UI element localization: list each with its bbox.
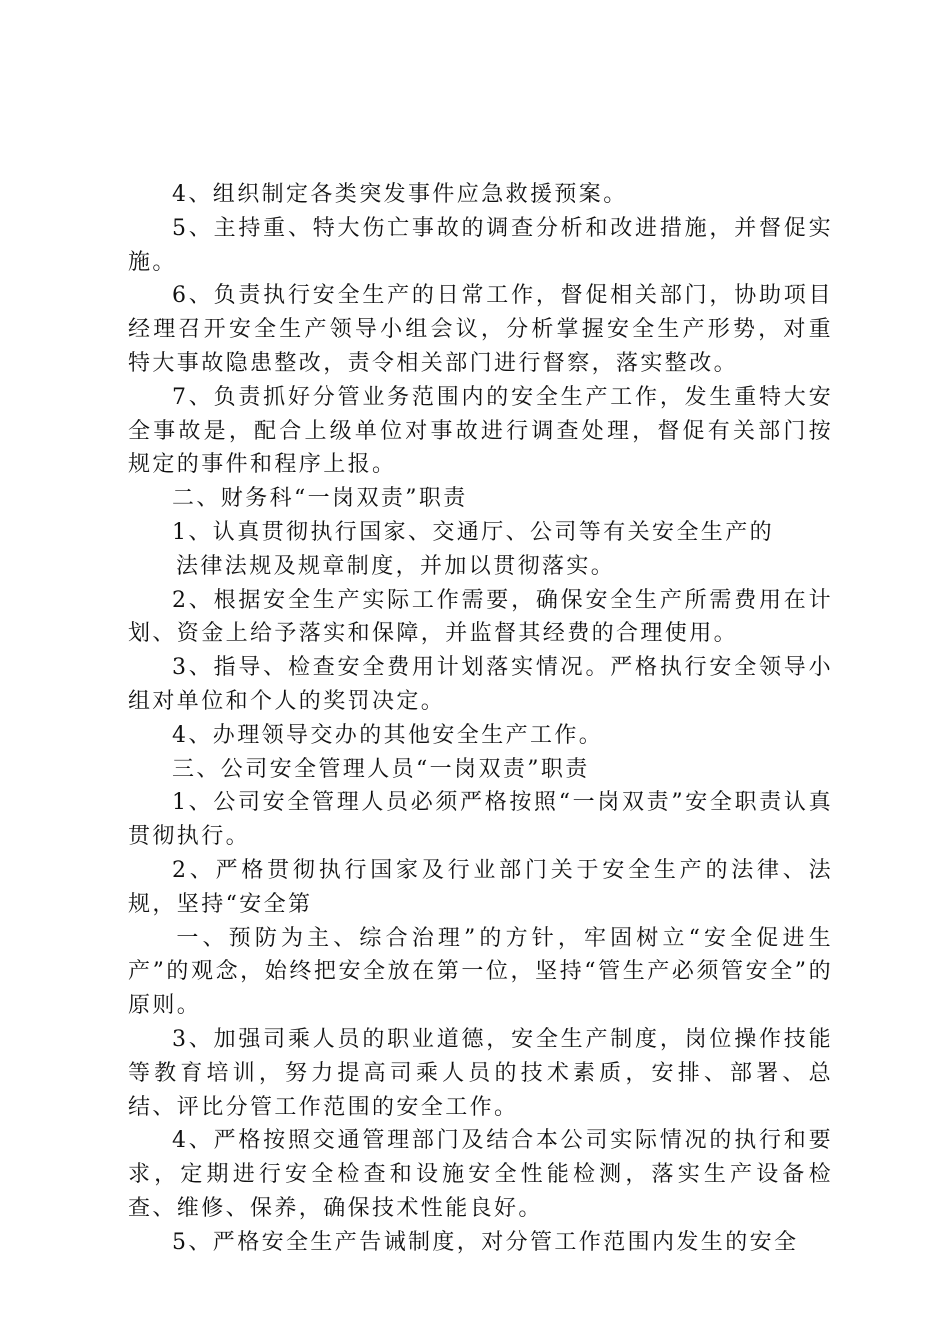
- paragraph-item-5-accident-investigation: 5、主持重、特大伤亡事故的调查分析和改进措施，并督促实施。: [128, 215, 833, 275]
- section-heading-safety-managers: 三、公司安全管理人员“一岗双责”职责: [172, 756, 590, 782]
- paragraph-safety-item-2: 2、严格贯彻执行国家及行业部门关于安全生产的法律、法规，坚持“安全第: [128, 857, 833, 917]
- paragraph-safety-item-3: 3、加强司乘人员的职业道德，安全生产制度，岗位操作技能等教育培训，努力提高司乘人员的技术素质，安排、部署、总结、评比分管工作范围的安全工作。: [128, 1026, 833, 1120]
- paragraph-safety-item-2-continued: 一、预防为主、综合治理”的方针，牢固树立“安全促进生产”的观念，始终把安全放在第一位，坚持“管生产必须管安全”的原则。: [128, 925, 833, 1019]
- paragraph-safety-item-5: 5、严格安全生产告诫制度，对分管工作范围内发生的安全: [172, 1229, 799, 1255]
- paragraph-safety-item-1: 1、公司安全管理人员必须严格按照“一岗双责”安全职责认真贯彻执行。: [128, 790, 833, 850]
- paragraph-item-7-business-scope-safety: 7、负责抓好分管业务范围内的安全生产工作，发生重特大安全事故是，配合上级单位对事故进行调查处理，督促有关部门按规定的事件和程序上报。: [128, 384, 833, 478]
- paragraph-finance-item-4: 4、办理领导交办的其他安全生产工作。: [172, 722, 604, 748]
- section-heading-finance-dept: 二、财务科“一岗双责”职责: [172, 486, 468, 512]
- paragraph-item-4-emergency-plan: 4、组织制定各类突发事件应急救援预案。: [172, 182, 628, 207]
- paragraph-finance-item-3: 3、指导、检查安全费用计划落实情况。严格执行安全领导小组对单位和个人的奖罚决定。: [128, 655, 833, 714]
- paragraph-finance-item-1: 1、认真贯彻执行国家、交通厅、公司等有关安全生产的: [172, 519, 774, 545]
- document-body: [128, 178, 833, 1260]
- paragraph-finance-item-1-continued: 法律法规及规章制度，并加以贯彻落实。: [176, 553, 616, 579]
- paragraph-item-6-daily-safety-work: 6、负责执行安全生产的日常工作，督促相关部门，协助项目经理召开安全生产领导小组会议，分析掌握安全生产形势，对重特大事故隐患整改，责令相关部门进行督察，落实整改。: [128, 283, 833, 376]
- paragraph-finance-item-2: 2、根据安全生产实际工作需要，确保安全生产所需费用在计划、资金上给予落实和保障，并监督其经费的合理使用。: [128, 587, 833, 647]
- paragraph-safety-item-4: 4、严格按照交通管理部门及结合本公司实际情况的执行和要求，定期进行安全检查和设施安全性能检测，落实生产设备检查、维修、保养，确保技术性能良好。: [128, 1128, 833, 1221]
